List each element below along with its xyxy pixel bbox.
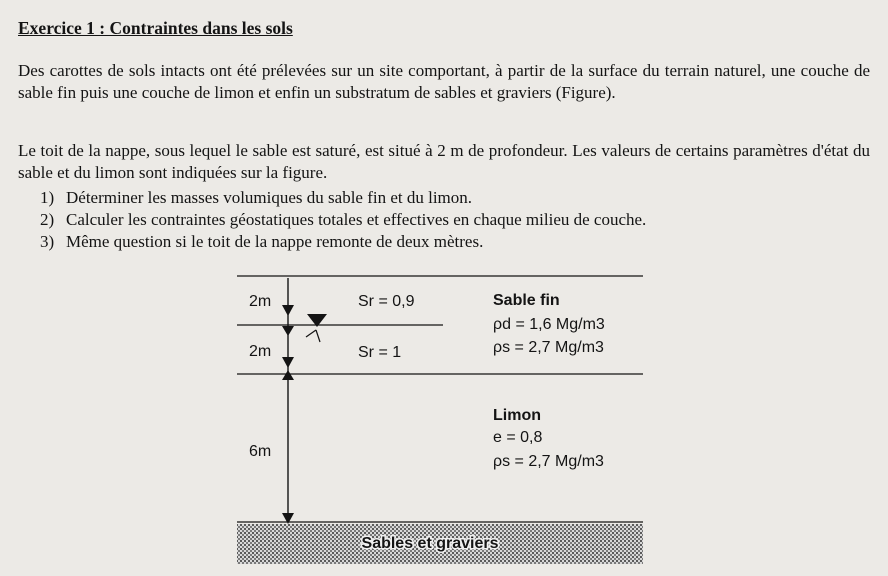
depth-arrow-icon <box>282 326 294 336</box>
depth-label-unsaturated-sand: 2m <box>249 293 272 310</box>
question-3: 3) Même question si le toit de la nappe remonte de deux mètres. <box>40 232 484 251</box>
depth-arrow-icon <box>282 357 294 368</box>
intro-paragraph: Des carottes de sols intacts ont été prélevées sur un site comportant, à partir de la surface du terrain naturel, une couche de sable fin puis une couche de limon et enfin un substratum de sables et graviers (Figure). <box>18 61 870 102</box>
silt-layer-name: Limon <box>493 407 541 424</box>
saturation-unsaturated: Sr = 0,9 <box>358 293 415 310</box>
depth-arrow-icon <box>282 305 294 316</box>
water-table-tick <box>306 330 316 337</box>
silt-void-ratio: e = 0,8 <box>493 429 543 446</box>
depth-arrow-icon <box>282 370 294 380</box>
depth-label-silt: 6m <box>249 443 272 460</box>
question-2: 2) Calculer les contraintes géostatiques totales et effectives en chaque milieu de couche. <box>40 210 647 229</box>
saturation-saturated: Sr = 1 <box>358 344 402 361</box>
water-table-paragraph: Le toit de la nappe, sous lequel le sable est saturé, est situé à 2 m de profondeur. Les valeurs de certains paramètres d'état du sable et du limon sont indiquées sur la figure. <box>18 141 870 182</box>
depth-label-saturated-sand: 2m <box>249 343 272 360</box>
sand-dry-density: ρd = 1,6 Mg/m3 <box>493 316 605 333</box>
question-1: 1) Déterminer les masses volumiques du sable fin et du limon. <box>40 188 473 207</box>
silt-solid-density: ρs = 2,7 Mg/m3 <box>493 453 604 470</box>
gravel-layer-name: Sables et graviers <box>361 535 499 552</box>
sand-layer-name: Sable fin <box>493 292 560 309</box>
water-table-tick <box>316 330 320 342</box>
exercise-title: Exercice 1 : Contraintes dans les sols <box>18 18 293 38</box>
sand-solid-density: ρs = 2,7 Mg/m3 <box>493 339 604 356</box>
